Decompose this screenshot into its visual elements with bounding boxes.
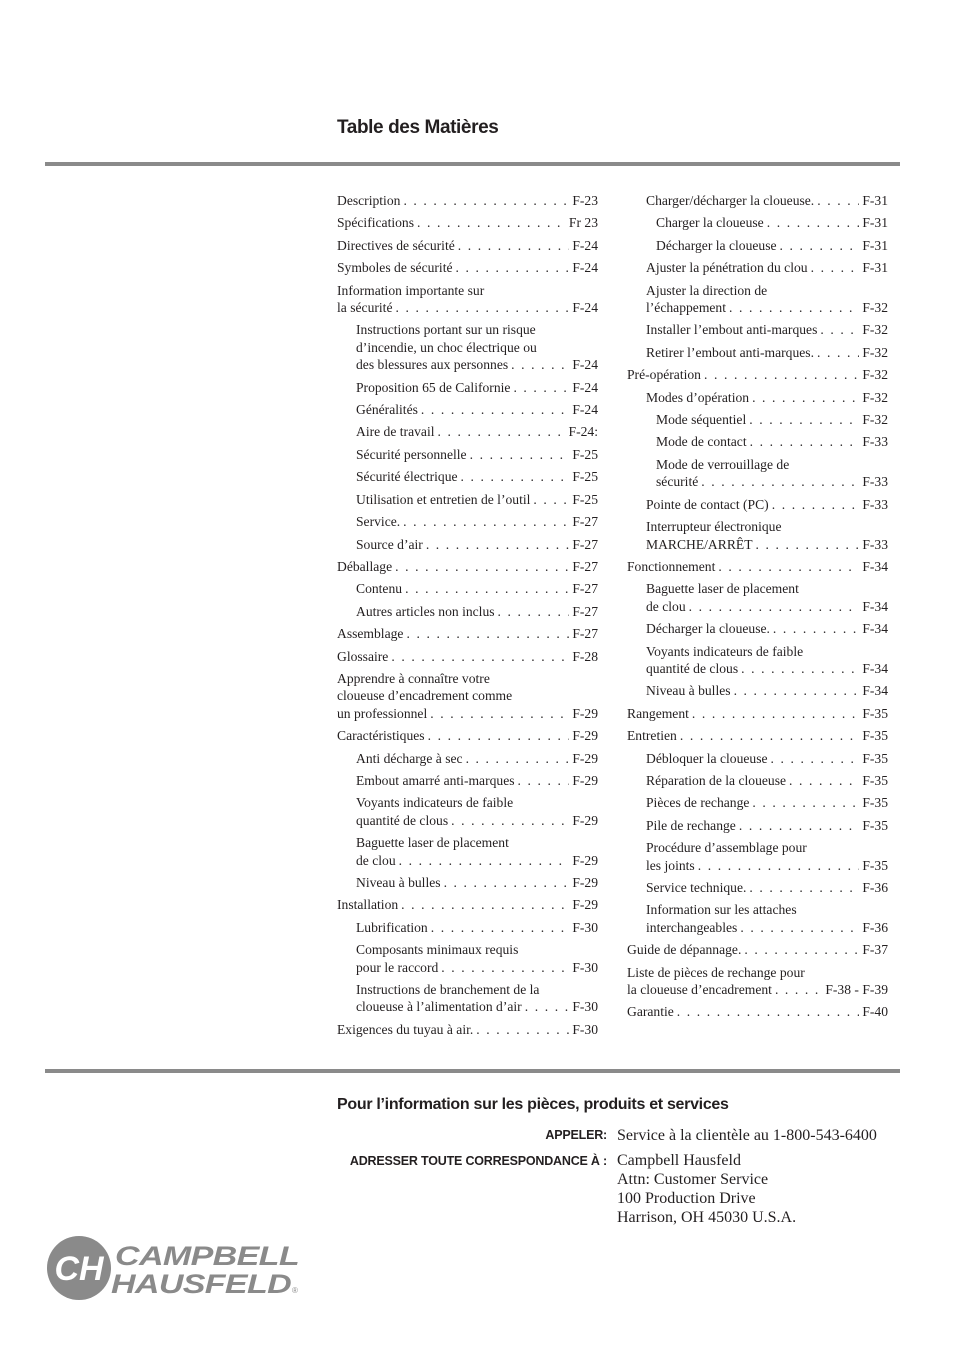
toc-dot-leader [729,299,859,316]
toc-entry-text-line: Procédure d’assemblage pour [646,840,807,856]
toc-dot-leader [780,237,860,254]
toc-page-number: F-34 [862,660,888,676]
toc-dot-leader [395,558,569,575]
toc-entry [627,237,888,254]
toc-entry [627,580,888,615]
toc-page-number: F-34 [862,683,888,699]
toc-dot-leader [692,705,859,722]
toc-page-number: F-25 [572,446,598,462]
toc-entry-text-line: Voyants indicateurs de faible [356,795,514,811]
toc-entry-text-line: cloueuse d’encadrement comme [337,688,513,704]
toc-entry [337,513,598,530]
toc-dot-leader [395,299,569,316]
toc-entry [627,558,888,575]
toc-page-number: F-35 [862,750,888,766]
toc-dot-leader [421,401,569,418]
toc-page-number: F-35 [862,772,888,788]
toc-dot-leader [466,750,570,767]
toc-entry [337,625,598,642]
toc-dot-leader [470,446,570,463]
toc-entry [627,1003,888,1020]
toc-page-number: F-32 [862,389,888,405]
toc-page-number: F-29 [572,772,598,788]
toc-page-number: F-34 [862,558,888,574]
toc-dot-leader [405,580,569,597]
toc-dot-leader [772,496,860,513]
toc-page-number: F-29 [572,852,598,868]
toc-entry [337,321,598,373]
toc-dot-leader [417,214,566,231]
toc-entry [337,282,598,317]
toc-entry [627,192,888,209]
toc-page-number: F-31 [862,215,888,231]
toc-page-number: F-30 [572,1021,598,1037]
toc-entry-title: Retirer l’embout anti-marques. [646,344,814,360]
toc-dot-leader [533,491,569,508]
toc-page-number: F-33 [862,474,888,490]
toc-entry-title: Pièces de rechange [646,795,750,811]
toc-page-number: F-24 [572,260,598,276]
toc-page-number: F-32 [862,300,888,316]
toc-entry-title: Service. [356,514,401,530]
toc-entry-title: Service technique. [646,880,747,895]
toc-page-number: F-27 [572,558,598,574]
toc-entry [627,772,888,789]
toc-entry-title: Caractéristiques [337,728,425,744]
toc-page-number: F-35 [862,705,888,721]
toc-dot-leader [739,817,859,834]
toc-entry-title: quantité de clous [646,660,739,676]
toc-page-number: F-27 [572,514,598,530]
toc-entry-title: Mode séquentiel [656,412,747,428]
toc-entry-title: Guide de dépannage. [627,942,742,958]
ch-mark-icon [47,1236,111,1300]
toc-page-number: F-32 [862,367,888,383]
toc-entry [337,896,598,913]
toc-entry-title: Entretien [627,728,677,744]
toc-entry [627,344,888,361]
toc-entry-title: Modes d’opération [646,389,750,405]
toc-entry-title: Déballage [337,558,393,574]
toc-entry-title: Débloquer la cloueuse [646,750,768,766]
toc-entry-title: Installation [337,897,399,913]
address-line: Harrison, OH 45030 U.S.A. [617,1209,797,1226]
toc-dot-leader [441,959,569,976]
toc-page-number: F-30 [572,999,598,1015]
toc-dot-leader [525,998,570,1015]
toc-entry-title: Autres articles non inclus [356,603,495,619]
toc-page-number: F-25 [572,469,598,485]
toc-page-number: F-27 [572,603,598,619]
toc-entry-title: la sécurité [337,300,393,316]
toc-dot-leader [403,513,569,530]
bottom-divider [45,1069,900,1073]
toc-page-number: F-36 [862,919,888,935]
toc-entry [337,401,598,418]
toc-dot-leader [498,603,570,620]
toc-entry [627,214,888,231]
toc-dot-leader [701,473,859,490]
toc-entry-title: Pointe de contact (PC) [646,496,769,512]
page-title: Table des Matières [337,117,499,138]
toc-dot-leader [391,648,569,665]
toc-dot-leader [749,411,859,428]
toc-dot-leader [399,852,570,869]
toc-page-number: F-29 [572,875,598,890]
toc-entry [337,558,598,575]
toc-page-number: F-29 [572,750,598,766]
toc-entry-title: un professionnel [337,705,428,721]
toc-entry [627,839,888,874]
toc-entry [627,366,888,383]
toc-entry-title: Décharger la cloueuse. [646,621,770,637]
mail-address [617,1151,796,1227]
toc-page-number: F-32 [862,322,888,338]
toc-entry-text-line: Instructions de branchement de la [356,982,540,998]
toc-dot-leader [789,772,859,789]
toc-entry-title: Glossaire [337,648,389,664]
toc-dot-leader [431,919,570,936]
toc-dot-leader [461,468,570,485]
toc-entry-title: Décharger la cloueuse [656,237,777,253]
toc-dot-leader [734,682,860,699]
toc-page-number: F-24 [572,357,598,373]
call-label: APPELER: [545,1128,607,1142]
toc-page-number: F-27 [572,626,598,642]
toc-entry [627,321,888,338]
toc-entry [627,456,888,491]
toc-page-number: F-30 [572,919,598,935]
toc-page-number: F-29 [572,897,598,913]
toc-page-number: F-24 [572,300,598,316]
toc-entry-text-line: Interrupteur électronique [646,519,782,535]
toc-entry [337,580,598,597]
toc-entry [337,491,598,508]
toc-entry [337,192,598,209]
toc-entry-title: sécurité [656,474,699,490]
toc-entry-title: Proposition 65 de Californie [356,379,511,395]
toc-entry-title: quantité de clous [356,812,449,828]
toc-entry-title: Pré-opération [627,367,701,383]
toc-dot-leader [752,389,859,406]
toc-entry [337,259,598,276]
toc-entry [337,237,598,254]
toc-dot-leader [426,536,570,553]
toc-dot-leader [820,321,859,338]
toc-entry [337,941,598,976]
toc-entry [337,648,598,665]
toc-dot-leader [456,259,570,276]
toc-entry [627,389,888,406]
toc-page-number: F-24 [572,237,598,253]
toc-entry-title: Source d’air [356,536,423,552]
toc-page-number: F-28 [572,648,598,664]
toc-page-number: F-27 [572,536,598,552]
toc-page-number: F-38 - F-39 [825,982,888,998]
toc-entry [337,981,598,1016]
toc-dot-leader [677,1003,860,1020]
toc-dot-leader [698,857,860,874]
toc-entry [337,536,598,553]
toc-dot-leader [744,941,859,958]
toc-page-number: F-32 [862,412,888,428]
toc-page-number: F-23 [572,193,598,208]
toc-page-number: F-31 [862,260,888,276]
toc-entry-text-line: Apprendre à connaître votre [337,670,490,686]
toc-dot-leader [689,598,860,615]
toc-entry-title: Fonctionnement [627,558,716,574]
toc-page-number: F-35 [862,795,888,811]
toc-dot-leader [775,981,822,998]
toc-entry [337,379,598,396]
toc-entry [627,433,888,450]
toc-entry [627,794,888,811]
toc-entry-title: Réparation de la cloueuse [646,772,787,788]
toc-entry-title: pour le raccord [356,959,439,975]
toc-entry-title: Garantie [627,1004,674,1020]
toc-entry [337,794,598,829]
toc-entry-title: de clou [356,852,396,868]
toc-dot-leader [752,794,859,811]
toc-page-number: F-31 [862,193,888,208]
toc-page-number: F-29 [572,728,598,744]
address-line: Attn: Customer Service [617,1171,769,1188]
toc-dot-leader [451,812,569,829]
toc-entry [337,603,598,620]
toc-page-number: F-35 [862,817,888,833]
toc-entry-title: Directives de sécurité [337,237,455,253]
toc-entry-title: l’échappement [646,300,727,316]
toc-entry-title: cloueuse à l’alimentation d’air [356,999,522,1015]
toc-page-number: F-29 [572,705,598,721]
toc-entry-title: Assemblage [337,626,404,642]
toc-entry-title: Exigences du tuyau à air. [337,1021,474,1037]
toc-entry [627,411,888,428]
toc-entry [627,259,888,276]
toc-page-number: F-40 [862,1004,888,1020]
address-line: 100 Production Drive [617,1190,756,1207]
toc-column-left [337,192,598,1043]
toc-entry-text-line: Composants minimaux requis [356,942,519,958]
toc-entry [627,705,888,722]
toc-dot-leader [704,366,859,383]
toc-entry [337,1021,598,1038]
toc-entry-title: Description [337,193,401,208]
toc-entry [627,817,888,834]
toc-entry-text-line: d’incendie, un choc électrique ou [356,339,537,355]
toc-entry-title: Charger/décharger la cloueuse. [646,193,815,208]
toc-page-number: F-24: [568,424,598,440]
toc-entry [337,834,598,869]
toc-entry-title: Symboles de sécurité [337,260,453,276]
toc-column-right [627,192,888,1026]
toc-entry-title: Charger la cloueuse [656,215,764,231]
toc-entry [337,423,598,440]
toc-page-number: F-27 [572,581,598,597]
logo-registered: ® [292,1286,298,1295]
toc-entry-title: Contenu [356,581,403,597]
toc-entry-title: Lubrification [356,919,428,935]
toc-page-number: F-35 [862,728,888,744]
toc-entry-text-line: Baguette laser de placement [356,835,509,851]
call-value: Service à la clientèle au 1-800-543-6400 [617,1127,877,1144]
toc-entry-text-line: Baguette laser de placement [646,581,799,597]
top-divider [45,162,900,166]
toc-entry-title: MARCHE/ARRÊT [646,536,753,552]
toc-dot-leader [817,192,859,209]
toc-entry-title: des blessures aux personnes [356,357,509,373]
toc-page-number: F-37 [862,942,888,958]
toc-entry [337,670,598,722]
mail-label: ADRESSER TOUTE CORRESPONDANCE À : [349,1154,607,1168]
toc-entry [627,964,888,999]
toc-entry-title: interchangeables [646,919,738,935]
toc-entry [627,879,888,896]
toc-page-number: F-24 [572,402,598,418]
toc-entry-text-line: Voyants indicateurs de faible [646,643,804,659]
toc-dot-leader [773,620,859,637]
address-line: Campbell Hausfeld [617,1152,741,1169]
toc-entry [337,874,598,891]
toc-dot-leader [817,344,859,361]
toc-page-number: F-33 [862,434,888,450]
toc-entry-title: Ajuster la pénétration du clou [646,260,808,276]
toc-dot-leader [741,660,859,677]
logo-line-1: CAMPBELL [115,1241,299,1271]
toc-page-number: F-35 [862,857,888,873]
toc-dot-leader [756,536,860,553]
toc-dot-leader [428,727,570,744]
toc-dot-leader [718,558,859,575]
toc-entry-title: Sécurité électrique [356,469,458,485]
toc-entry [627,496,888,513]
toc-page-number: F-33 [862,496,888,512]
logo-mark-text: CH [54,1250,104,1288]
toc-dot-leader [403,192,569,209]
toc-page-number: F-31 [862,237,888,253]
toc-page-number: F-24 [572,379,598,395]
toc-page-number: F-29 [572,812,598,828]
toc-dot-leader [680,727,859,744]
toc-dot-leader [430,705,569,722]
toc-entry-title: Embout amarré anti-marques [356,772,515,788]
toc-dot-leader [401,896,569,913]
toc-dot-leader [518,772,570,789]
toc-entry-title: la cloueuse d’encadrement [627,982,772,998]
toc-entry-text-line: Mode de verrouillage de [656,456,790,472]
toc-entry-text-line: Instructions portant sur un risque [356,322,536,338]
toc-page-number: F-25 [572,491,598,507]
toc-dot-leader [811,259,860,276]
toc-entry-title: Niveau à bulles [646,683,731,699]
toc-entry [627,941,888,958]
toc-entry-text-line: Information importante sur [337,282,485,298]
toc-entry-title: Mode de contact [656,434,747,450]
toc-page-number: F-34 [862,598,888,614]
toc-entry-title: Anti décharge à sec [356,750,463,766]
toc-entry-title: Installer l’embout anti-marques [646,322,818,338]
toc-entry [337,446,598,463]
toc-entry [337,468,598,485]
toc-entry [337,727,598,744]
toc-dot-leader [771,750,860,767]
toc-entry [337,772,598,789]
campbell-hausfeld-logo [45,1233,305,1303]
toc-entry-title: de clou [646,598,686,614]
toc-dot-leader [458,237,570,254]
toc-page-number: Fr 23 [568,215,598,231]
toc-dot-leader [749,879,859,896]
toc-entry-title: Utilisation et entretien de l’outil [356,491,531,507]
toc-entry [627,518,888,553]
toc-entry-title: Généralités [356,402,418,418]
toc-dot-leader [767,214,860,231]
toc-entry [337,919,598,936]
contact-heading: Pour l’information sur les pièces, produits et services [337,1096,729,1113]
toc-entry [627,727,888,744]
toc-page-number: F-33 [862,536,888,552]
toc-entry-text-line: Liste de pièces de rechange pour [627,964,805,980]
toc-page-number: F-34 [862,621,888,637]
toc-dot-leader [750,433,860,450]
toc-dot-leader [511,356,569,373]
toc-entry-title: Spécifications [337,215,415,231]
toc-entry-title: Niveau à bulles [356,875,441,890]
logo-line-2: HAUSFELD [111,1269,291,1299]
toc-entry [627,750,888,767]
toc-dot-leader [476,1021,569,1038]
toc-entry-title: Aire de travail [356,424,435,440]
toc-entry-title: Pile de rechange [646,817,736,833]
toc-entry [627,901,888,936]
toc-page-number: F-30 [572,959,598,975]
toc-page-number: F-32 [862,344,888,360]
toc-entry-title: Sécurité personnelle [356,446,467,462]
toc-entry [627,282,888,317]
toc-entry [337,750,598,767]
toc-entry [627,682,888,699]
toc-entry [337,214,598,231]
toc-entry-text-line: Information sur les attaches [646,902,797,918]
toc-entry [627,620,888,637]
toc-dot-leader [406,625,569,642]
toc-dot-leader [513,379,569,396]
toc-dot-leader [438,423,566,440]
toc-dot-leader [444,874,570,891]
toc-page-number: F-36 [862,880,888,895]
toc-entry-title: les joints [646,857,695,873]
toc-entry-title: Rangement [627,705,689,721]
toc-dot-leader [740,919,859,936]
toc-entry-text-line: Ajuster la direction de [646,282,768,298]
toc-entry [627,643,888,678]
